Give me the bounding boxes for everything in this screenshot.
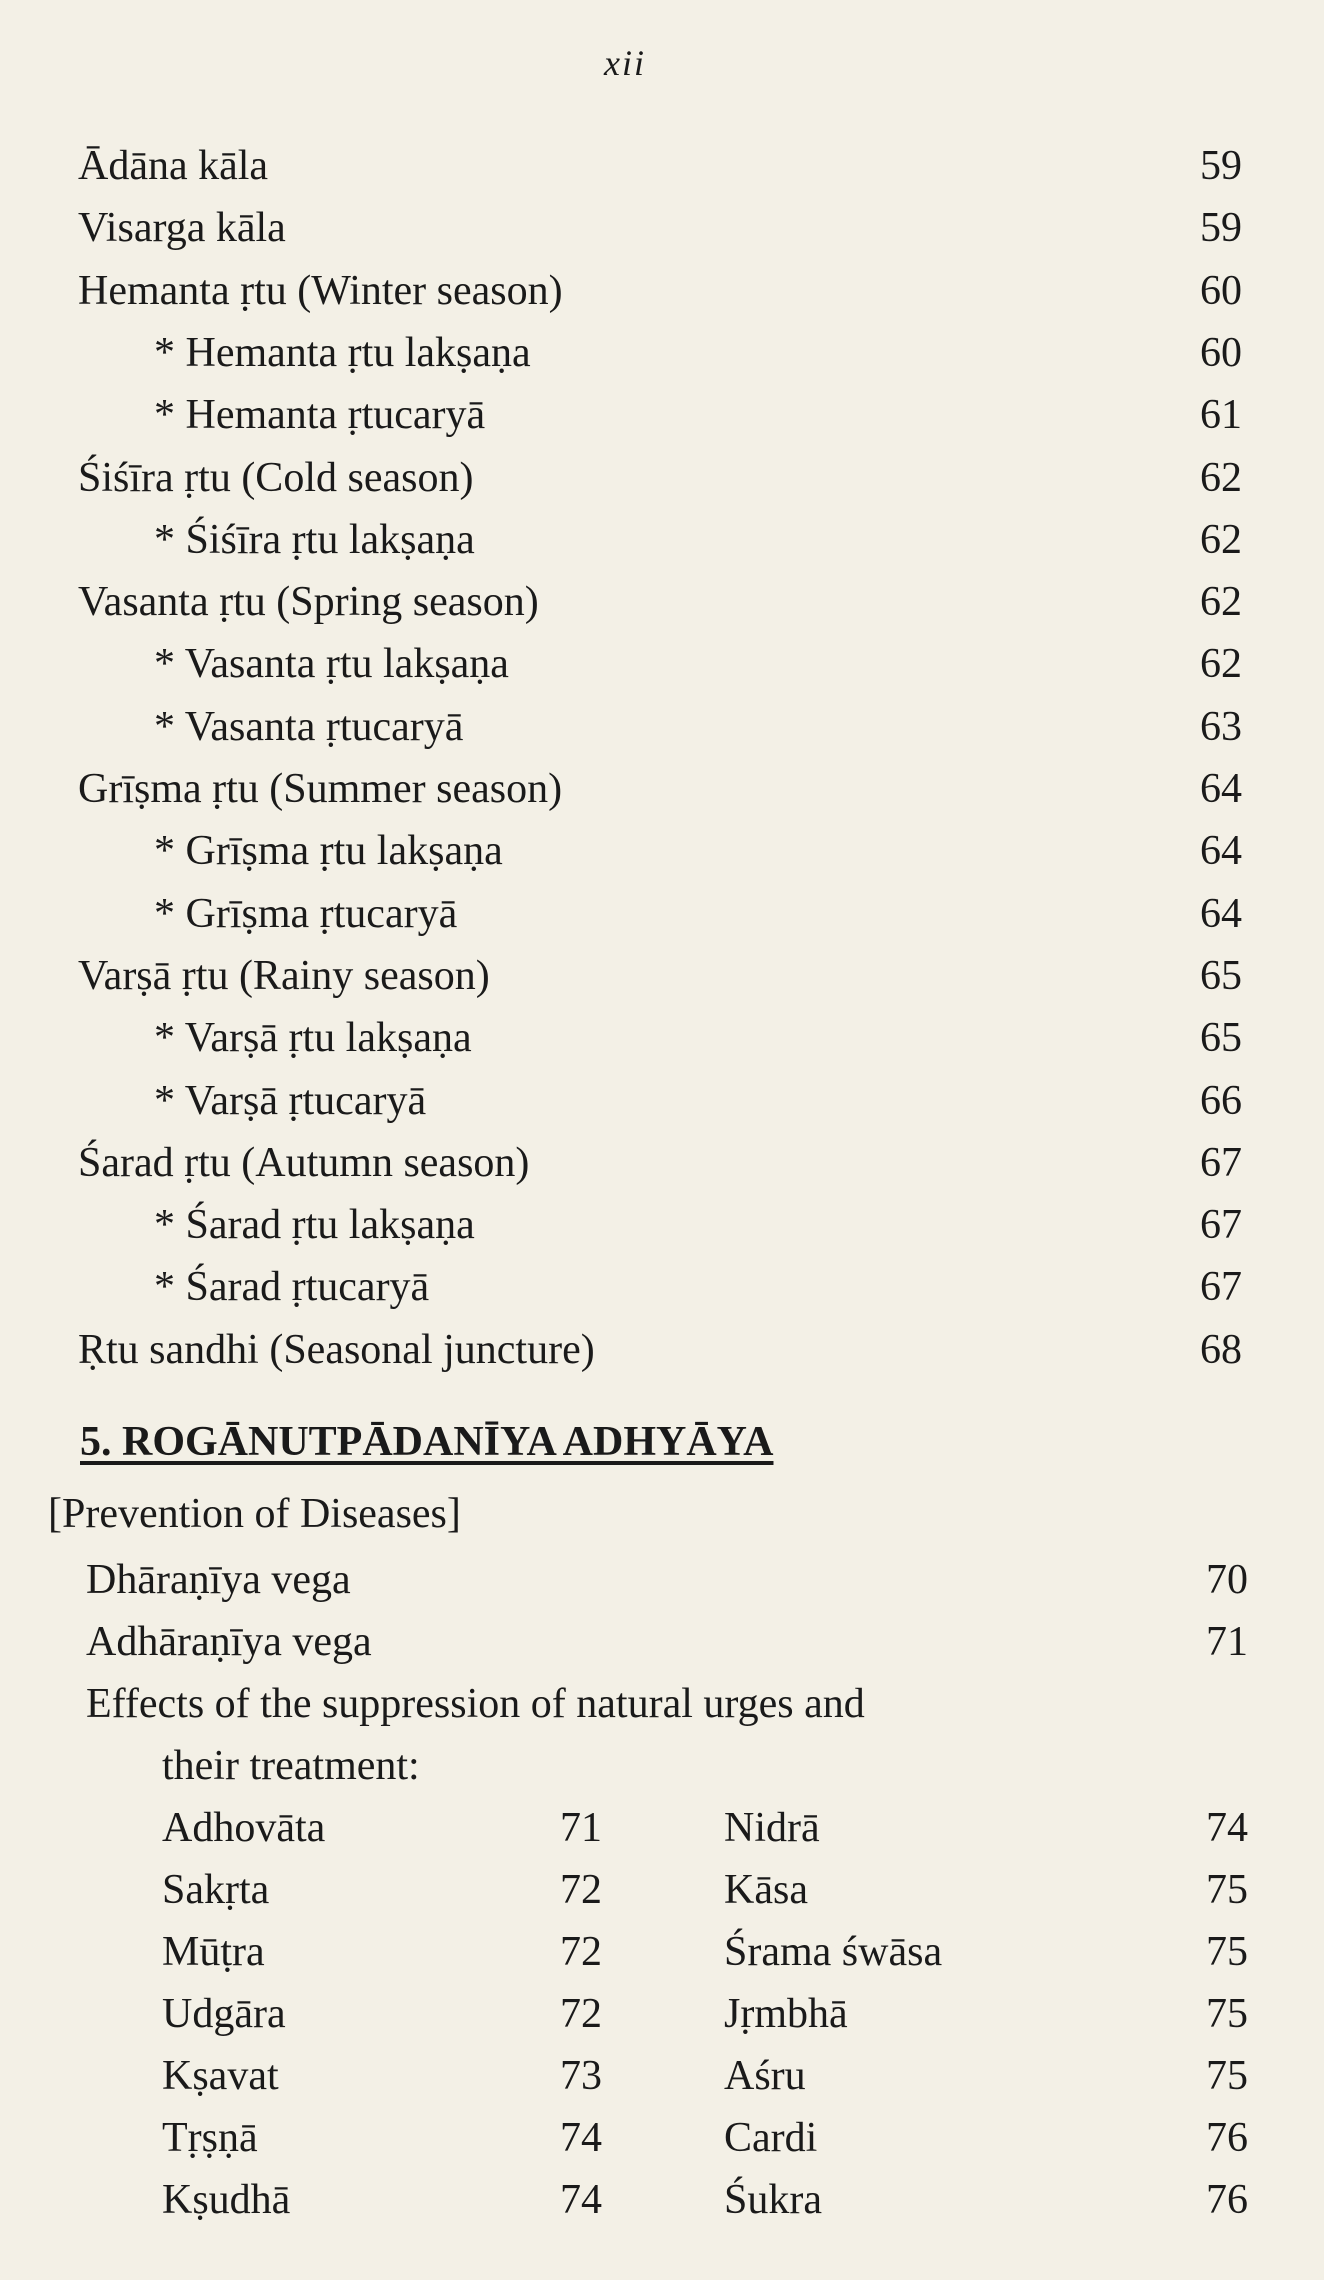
toc-entry-label: Visarga kāla — [78, 205, 286, 252]
toc-entry-label: Vasanta ṛtu (Spring season) — [78, 579, 539, 626]
toc-entry-label: Śarad ṛtu (Autumn season) — [78, 1139, 530, 1186]
urge-name: Kṣavat — [162, 2053, 279, 2099]
urge-page: 75 — [1206, 2053, 1248, 2099]
urge-name: Nidrā — [724, 1805, 820, 1851]
toc-subentry — [0, 323, 1324, 383]
urge-row — [0, 1922, 1324, 1982]
toc-entry-page: 62 — [1200, 579, 1242, 626]
page-folio: xii — [604, 43, 646, 83]
toc-entry-label: * Śiśīra ṛtu lakṣaṇa — [154, 516, 475, 563]
toc-subentry — [0, 697, 1324, 757]
toc-entry-label: Dhāraṇīya vega — [86, 1557, 351, 1603]
toc-entry-label: Adhāraṇīya vega — [86, 1619, 372, 1665]
chapter-subheading: [Prevention of Diseases] — [48, 1491, 461, 1537]
urge-name: Mūṭra — [162, 1929, 265, 1975]
toc-entry-page: 70 — [1206, 1557, 1248, 1603]
toc-entry — [0, 946, 1324, 1006]
toc-subentry — [0, 1195, 1324, 1255]
toc-subentry — [0, 1008, 1324, 1068]
toc-entry-effects — [0, 1674, 1324, 1734]
toc-entry-page: 71 — [1206, 1619, 1248, 1665]
toc-entry-page: 64 — [1200, 766, 1242, 812]
toc-entry-page: 62 — [1200, 641, 1242, 688]
toc-entry-page: 63 — [1200, 703, 1242, 750]
toc-entry-effects-continued — [0, 1736, 1324, 1796]
urge-row — [0, 1860, 1324, 1920]
urge-name: Sakṛta — [162, 1867, 270, 1913]
toc-entry-page: 64 — [1200, 828, 1242, 875]
urge-page: 74 — [560, 2177, 602, 2223]
toc-entry-page: 59 — [1200, 143, 1242, 189]
toc-entry-page: 67 — [1200, 1202, 1242, 1249]
toc-entry-page: 65 — [1200, 952, 1242, 999]
urge-page: 71 — [560, 1805, 602, 1851]
urge-name: Śukra — [724, 2177, 822, 2223]
urge-page: 75 — [1206, 1991, 1248, 2037]
toc-entry-label: their treatment: — [162, 1743, 420, 1789]
toc-subentry — [0, 821, 1324, 881]
urge-name: Adhovāta — [162, 1805, 326, 1851]
toc-entry-page: 68 — [1200, 1326, 1242, 1373]
toc-entry-label: * Śarad ṛtucaryā — [154, 1264, 430, 1311]
toc-subentry — [0, 385, 1324, 445]
toc-entry — [0, 261, 1324, 321]
toc-entry-label: Ṛtu sandhi (Seasonal juncture) — [78, 1326, 595, 1373]
toc-entry-label: Śiśīra ṛtu (Cold season) — [78, 454, 474, 501]
toc-subentry — [0, 634, 1324, 694]
toc-entry-label: * Śarad ṛtu lakṣaṇa — [154, 1202, 475, 1249]
toc-entry-label: * Vasanta ṛtucaryā — [154, 703, 464, 750]
urge-row — [0, 2108, 1324, 2168]
toc-entry-page: 67 — [1200, 1139, 1242, 1186]
urge-page: 72 — [560, 1929, 602, 1975]
chapter-heading: 5. ROGĀNUTPĀDANĪYA ADHYĀYA — [80, 1419, 774, 1465]
toc-entry-label: * Grīṣma ṛtu lakṣaṇa — [154, 828, 503, 875]
toc-entry-label: * Hemanta ṛtucaryā — [154, 392, 486, 439]
toc-subentry — [0, 884, 1324, 944]
urge-name: Jṛmbhā — [724, 1991, 848, 2037]
toc-entry-page: 59 — [1200, 205, 1242, 252]
toc-subentry — [0, 510, 1324, 570]
urge-name: Udgāra — [162, 1991, 286, 2037]
toc-entry-label: Varṣā ṛtu (Rainy season) — [78, 952, 490, 999]
toc-entry — [0, 198, 1324, 258]
toc-entry — [0, 759, 1324, 819]
urge-page: 72 — [560, 1991, 602, 2037]
toc-entry-label: * Vasanta ṛtu lakṣaṇa — [154, 641, 509, 688]
urge-page: 74 — [560, 2115, 602, 2161]
toc-entry — [0, 136, 1324, 196]
urge-name: Kāsa — [724, 1867, 808, 1913]
toc-entry-page: 61 — [1200, 392, 1242, 439]
toc-entry-label: * Grīṣma ṛtucaryā — [154, 890, 458, 937]
urge-page: 76 — [1206, 2115, 1248, 2161]
toc-entry-page: 60 — [1200, 329, 1242, 376]
urge-name: Cardi — [724, 2115, 818, 2161]
toc-entry — [0, 448, 1324, 508]
toc-subentry — [0, 1257, 1324, 1317]
toc-entry — [0, 572, 1324, 632]
toc-entry-page: 65 — [1200, 1015, 1242, 1062]
urge-page: 75 — [1206, 1929, 1248, 1975]
urge-row — [0, 2046, 1324, 2106]
toc-entry — [0, 1133, 1324, 1193]
urge-page: 75 — [1206, 1867, 1248, 1913]
toc-entry-page: 67 — [1200, 1264, 1242, 1311]
toc-entry-label: * Hemanta ṛtu lakṣaṇa — [154, 329, 531, 376]
urge-row — [0, 2170, 1324, 2230]
urge-name: Aśru — [724, 2053, 806, 2099]
toc-entry-page: 60 — [1200, 267, 1242, 314]
toc-entry-page: 62 — [1200, 516, 1242, 563]
toc-entry-page: 62 — [1200, 454, 1242, 501]
urge-page: 76 — [1206, 2177, 1248, 2223]
urge-row — [0, 1984, 1324, 2044]
urge-page: 74 — [1206, 1805, 1248, 1851]
urge-name: Kṣudhā — [162, 2177, 291, 2223]
toc-entry-label: Ādāna kāla — [78, 143, 269, 189]
toc-entry — [0, 1550, 1324, 1610]
urge-name: Tṛṣṇā — [162, 2115, 258, 2161]
toc-entry — [0, 1612, 1324, 1672]
toc-entry-label: * Varṣā ṛtu lakṣaṇa — [154, 1015, 472, 1062]
toc-entry — [0, 1320, 1324, 1380]
urge-row — [0, 1798, 1324, 1858]
toc-entry-label: * Varṣā ṛtucaryā — [154, 1077, 427, 1124]
urge-page: 73 — [560, 2053, 602, 2099]
toc-entry-page: 64 — [1200, 890, 1242, 937]
urge-page: 72 — [560, 1867, 602, 1913]
toc-entry-label: Hemanta ṛtu (Winter season) — [78, 267, 563, 314]
urge-name: Śrama śwāsa — [724, 1929, 943, 1975]
toc-entry-label: Effects of the suppression of natural urges and — [86, 1681, 865, 1727]
toc-subentry — [0, 1071, 1324, 1131]
toc-entry-page: 66 — [1200, 1077, 1242, 1124]
toc-entry-label: Grīṣma ṛtu (Summer season) — [78, 766, 563, 812]
